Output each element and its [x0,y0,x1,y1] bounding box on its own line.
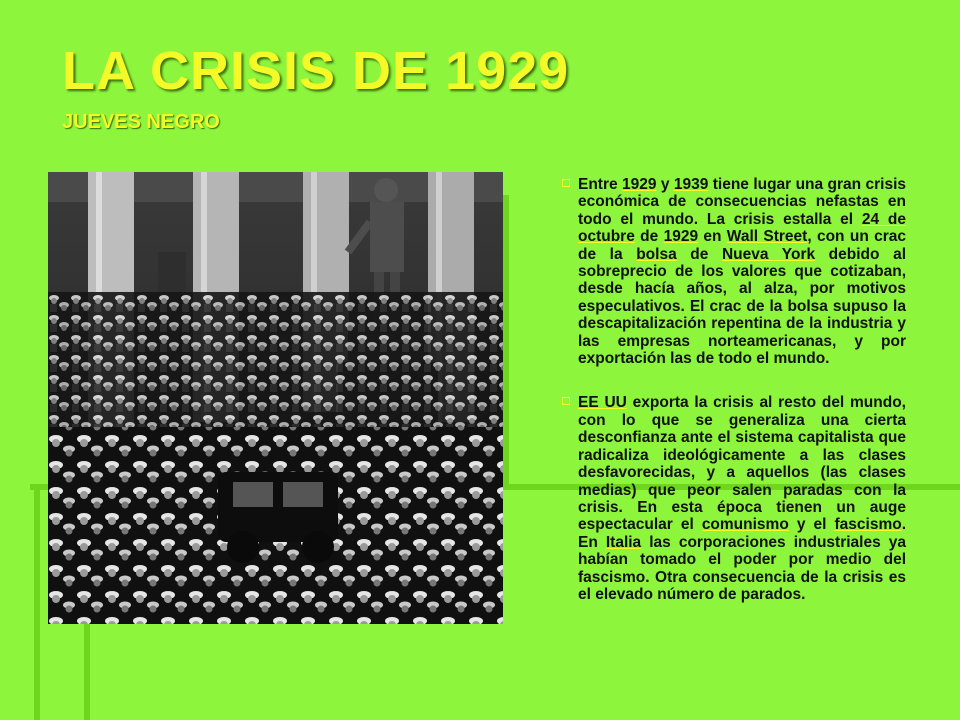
text-span: de [676,245,722,263]
link-fascismo[interactable]: fascismo [834,516,902,534]
crowd-photo-icon [48,172,503,624]
link-italia[interactable]: Italia [605,533,642,551]
text-span: y [656,176,674,193]
text-span: , con un crac de la [578,228,906,263]
square-bullet-icon [562,397,570,405]
text-span: Entre [578,176,623,193]
paragraph [562,394,906,603]
text-span: . En [578,516,907,551]
link-1939[interactable]: 1939 [673,176,709,193]
text-span: las corporaciones industriales ya habían tomado el poder por medio del fascismo. Otra consecuencia de la crisis es el elevado número de parados. [578,533,906,603]
text-span: debido al sobreprecio de los valores que cotizaban, desde hacía años, al alza, por motivos especulativos. El crac de la bolsa supuso la descapitalización repentina de la industria y las empresas norteamericanas, y por exportación las de todo el mundo. [578,245,906,368]
link-comunismo[interactable]: comunismo [701,516,789,534]
link-ee-uu[interactable]: EE UU [578,394,627,412]
decorative-line [503,195,509,490]
link-24-de-octubre[interactable]: 24 de octubre [578,210,907,246]
slide-subtitle: JUEVES NEGRO [62,111,220,133]
link-bolsa[interactable]: bolsa [636,245,677,263]
link-1929[interactable]: 1929 [622,176,657,193]
link-wall-street[interactable]: Wall Street [726,228,808,246]
square-bullet-icon [562,179,570,187]
text-span: en [698,228,727,246]
text-span: exporta la crisis al resto del mundo, con lo que se generaliza una cierta desconfianza ante el sistema capitalista que radicaliza ideológicamente a las clases desfavorecidas, y a aquellos (las clases medias) que peor salen paradas con la crisis. En esta época tienen un auge espectacular el [578,394,906,534]
link-1929-second[interactable]: 1929 [663,228,699,246]
text-span: tiene lugar una gran crisis económica de consecuencias nefastas en todo el mundo. La crisis estalla el [578,176,907,228]
body-text [562,176,906,630]
text-span: y el [788,516,835,534]
paragraph [562,176,906,367]
slide-title: LA CRISIS DE 1929 [62,41,570,101]
text-span: de [634,228,664,246]
decorative-line [34,484,40,720]
link-nueva-york[interactable]: Nueva York [721,245,816,263]
